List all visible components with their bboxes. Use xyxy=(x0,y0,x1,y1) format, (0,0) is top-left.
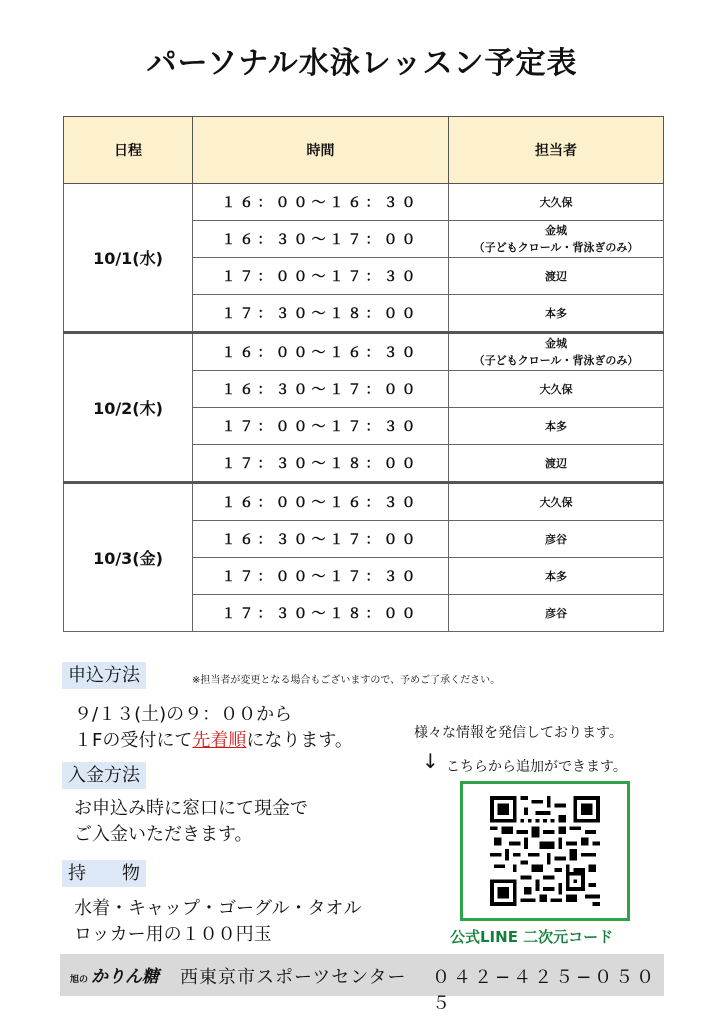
staff-cell xyxy=(449,221,664,258)
table-row xyxy=(64,333,664,371)
line-info-line1: 様々な情報を発信しております。 xyxy=(414,725,623,741)
staff-cell xyxy=(449,483,664,521)
time-cell: １６：００〜１６：３０ xyxy=(193,184,449,221)
payment-line2: ご入金いただきます。 xyxy=(74,824,253,845)
staff-cell xyxy=(449,295,664,333)
staff-change-note: ※担当者が変更となる場合もございますので、予めご了承ください。 xyxy=(192,675,501,686)
items-line1: 水着・キャップ・ゴーグル・タオル xyxy=(74,898,362,919)
staff-cell xyxy=(449,445,664,483)
schedule-table xyxy=(63,116,664,632)
staff-name: 金城 xyxy=(545,224,567,237)
apply-line2-pre: １Fの受付にて xyxy=(74,730,193,751)
time-cell: １７：３０〜１８：００ xyxy=(193,595,449,632)
staff-name: 彦谷 xyxy=(545,532,567,546)
payment-text xyxy=(74,796,308,848)
qr-code-icon xyxy=(478,796,612,906)
table-row xyxy=(64,184,664,221)
staff-note: （子どもクロール・背泳ぎのみ） xyxy=(473,241,639,254)
table-row xyxy=(64,483,664,521)
header-date: 日程 xyxy=(64,117,193,184)
staff-name: 本多 xyxy=(545,306,567,320)
items-label: 持 物 xyxy=(62,860,146,887)
apply-text xyxy=(74,702,353,754)
table-header-row xyxy=(64,117,664,184)
facility-name: 西東京市スポーツセンター xyxy=(180,967,407,988)
apply-line2 xyxy=(74,728,353,754)
staff-cell xyxy=(449,521,664,558)
apply-line2-post: になります。 xyxy=(246,730,353,751)
page-title: パーソナル水泳レッスン予定表 xyxy=(146,46,578,81)
time-cell: １６：００〜１６：３０ xyxy=(193,483,449,521)
apply-label: 申込方法 xyxy=(62,662,146,689)
payment-label: 入金方法 xyxy=(62,762,146,789)
header-time: 時間 xyxy=(193,117,449,184)
time-cell: １６：００〜１６：３０ xyxy=(193,333,449,371)
staff-cell xyxy=(449,333,664,371)
down-arrow-icon: ↓ xyxy=(422,749,439,773)
brand-logo-text: かりん糖 xyxy=(91,967,160,987)
staff-name: 大久保 xyxy=(539,195,573,209)
time-cell: １７：００〜１７：３０ xyxy=(193,258,449,295)
staff-name: 大久保 xyxy=(539,495,573,509)
staff-name: 本多 xyxy=(545,569,567,583)
brand-logo xyxy=(70,962,159,987)
time-cell: １６：３０〜１７：００ xyxy=(193,521,449,558)
staff-cell xyxy=(449,408,664,445)
staff-name: 渡辺 xyxy=(545,456,567,470)
time-cell: １７：００〜１７：３０ xyxy=(193,408,449,445)
apply-line1: ９/１３(土)の９：００から xyxy=(74,704,293,725)
first-come-emphasis: 先着順 xyxy=(192,730,247,751)
phone-number: ０４２−４２５−０５０５ xyxy=(432,967,658,1014)
line-info-line2: こちらから追加ができます。 xyxy=(446,759,627,775)
time-cell: １７：００〜１７：３０ xyxy=(193,558,449,595)
staff-name: 本多 xyxy=(545,419,567,433)
date-cell: 10/3(金) xyxy=(64,483,193,632)
staff-note: （子どもクロール・背泳ぎのみ） xyxy=(473,354,639,367)
items-line2: ロッカー用の１００円玉 xyxy=(74,924,272,945)
time-cell: １６：３０〜１７：００ xyxy=(193,221,449,258)
date-cell: 10/1(水) xyxy=(64,184,193,333)
staff-cell xyxy=(449,184,664,221)
staff-name: 金城 xyxy=(545,337,567,350)
qr-code-frame[interactable] xyxy=(460,781,630,921)
staff-cell xyxy=(449,558,664,595)
time-cell: １７：３０〜１８：００ xyxy=(193,445,449,483)
items-text xyxy=(74,896,361,948)
staff-cell xyxy=(449,258,664,295)
staff-name: 渡辺 xyxy=(545,269,567,283)
time-cell: １７：３０〜１８：００ xyxy=(193,295,449,333)
footer-bar xyxy=(60,954,664,1014)
header-staff: 担当者 xyxy=(449,117,664,184)
time-cell: １６：３０〜１７：００ xyxy=(193,371,449,408)
staff-name: 大久保 xyxy=(539,382,573,396)
staff-name: 彦谷 xyxy=(545,606,567,620)
staff-cell xyxy=(449,371,664,408)
qr-caption: 公式LINE 二次元コード xyxy=(450,928,614,946)
brand-logo-prefix: 旭の xyxy=(70,975,89,985)
date-cell: 10/2(木) xyxy=(64,333,193,483)
payment-line1: お申込み時に窓口にて現金で xyxy=(74,798,308,819)
staff-cell xyxy=(449,595,664,632)
